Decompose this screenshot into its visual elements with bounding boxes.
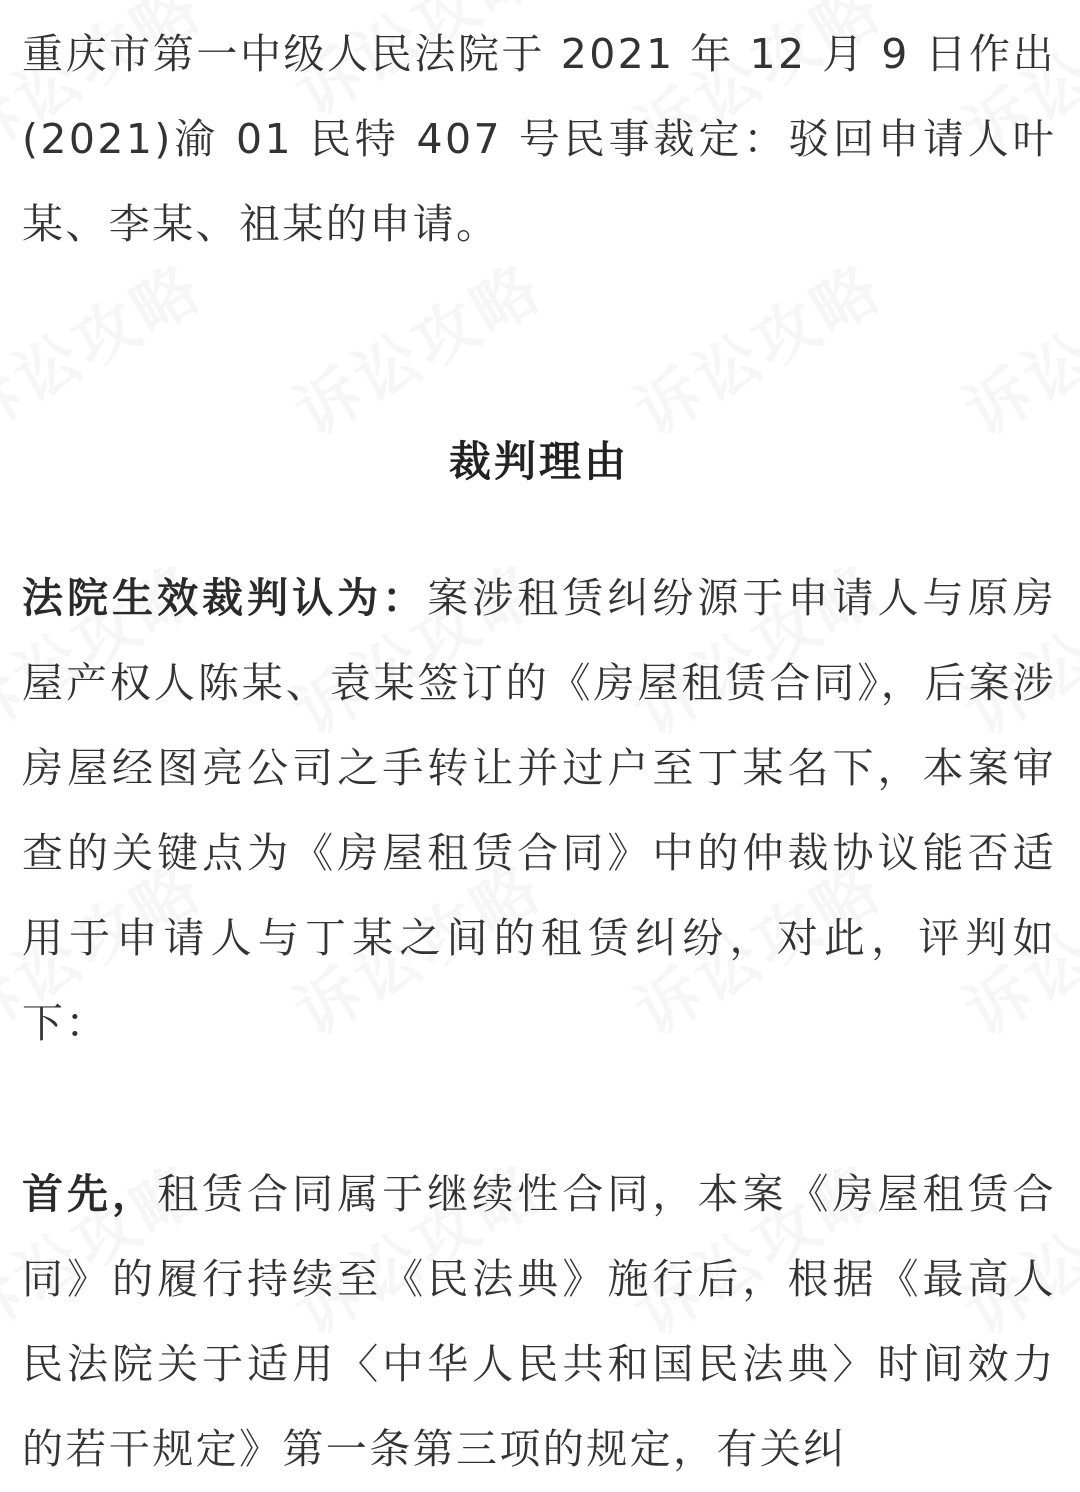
reasoning-paragraph xyxy=(22,504,1056,1066)
ruling-text: 重庆市第一中级人民法院于 2021 年 12 月 9 日作出(2021)渝 01 民特 407 号民事裁定：驳回申请人叶某、李某、祖某的申请。 xyxy=(22,30,1056,248)
first-point-paragraph xyxy=(22,1066,1056,1492)
first-point-text: 租赁合同属于继续性合同，本案《房屋租赁合同》的履行持续至《民法典》施行后，根据《最高人民法院关于适用〈中华人民共和国民法典〉时间效力的若干规定》第一条第三项的规定，有关纠 xyxy=(22,1170,1057,1473)
ruling-paragraph xyxy=(22,0,1056,267)
reasoning-lead: 法院生效裁判认为： xyxy=(22,574,428,622)
reasoning-text: 案涉租赁纠纷源于申请人与原房屋产权人陈某、袁某签订的《房屋租赁合同》，后案涉房屋经图亮公司之手转让并过户至丁某名下，本案审查的关键点为《房屋租赁合同》中的仲裁协议能否适用于申请人与丁某之间的租赁纠纷，对此，评判如下： xyxy=(22,574,1056,1047)
first-point-lead: 首先， xyxy=(22,1170,158,1218)
section-heading: 裁判理由 xyxy=(448,437,629,486)
